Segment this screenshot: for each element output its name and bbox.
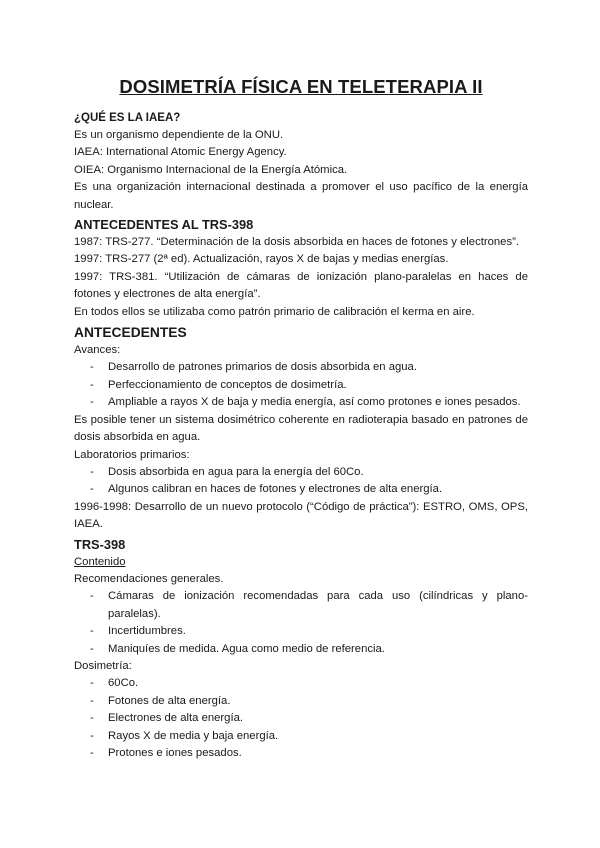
list-item: - Electrones de alta energía. <box>74 710 528 727</box>
list-label: Recomendaciones generales. <box>74 572 224 585</box>
list-item: - Algunos calibran en haces de fotones y electrones de alta energía. <box>74 481 528 498</box>
dash-bullet: - <box>90 677 94 690</box>
dash-bullet: - <box>90 642 94 655</box>
section-heading-iaea: ¿QUÉ ES LA IAEA? <box>74 112 181 124</box>
paragraph: 1987: TRS-277. “Determinación de la dosis absorbida en haces de fotones y electrones”. <box>74 236 520 249</box>
list-item: - Cámaras de ionización recomendadas para cada uso (cilíndricas y plano-paralelas). <box>90 590 528 620</box>
section-heading-trs398: TRS-398 <box>74 536 126 552</box>
recomendaciones-list <box>74 588 528 658</box>
paragraph: OIEA: Organismo Internacional de la Energía Atómica. <box>74 163 348 176</box>
subheading-contenido: Contenido <box>74 555 126 568</box>
avances-list <box>74 359 528 411</box>
section-heading-antecedentes-trs398: ANTECEDENTES AL TRS-398 <box>74 217 254 233</box>
paragraph: En todos ellos se utilizaba como patrón primario de calibración el kerma en aire. <box>74 305 475 318</box>
dash-bullet: - <box>90 483 94 496</box>
list-item: - Perfeccionamiento de conceptos de dosimetría. <box>74 377 528 394</box>
dash-bullet: - <box>90 590 94 603</box>
list-item: - Incertidumbres. <box>74 623 528 640</box>
paragraph: Es un organismo dependiente de la ONU. <box>74 129 284 141</box>
list-item: - Protones e iones pesados. <box>74 745 528 762</box>
list-item: - Ampliable a rayos X de baja y media energía, así como protones e iones pesados. <box>74 394 528 411</box>
list-item: - Fotones de alta energía. <box>74 693 528 710</box>
paragraph: IAEA: International Atomic Energy Agency. <box>74 146 287 159</box>
paragraph: Es posible tener un sistema dosimétrico coherente en radioterapia basado en patrones de dosis absorbida en agua. <box>74 413 528 444</box>
list-item: - Dosis absorbida en agua para la energía del 60Co. <box>74 464 528 481</box>
list-label: Dosimetría: <box>74 659 132 672</box>
paragraph: 1997: TRS-277 (2ª ed). Actualización, rayos X de bajas y medias energías. <box>74 253 449 266</box>
dash-bullet: - <box>90 694 94 707</box>
paragraph: 1996-1998: Desarrollo de un nuevo protocolo (“Código de práctica”): ESTRO, OMS, OPS, IAEA. <box>74 500 528 531</box>
dash-bullet: - <box>90 747 94 759</box>
dash-bullet: - <box>90 712 94 725</box>
paragraph: 1997: TRS-381. “Utilización de cámaras de ionización plano-paralelas en haces de fotones y electrones de alta energía”. <box>74 270 528 301</box>
list-item: - Rayos X de media y baja energía. <box>74 728 528 745</box>
list-item: - Maniquíes de medida. Agua como medio de referencia. <box>74 641 528 658</box>
dosimetria-list <box>74 675 528 762</box>
dash-bullet: - <box>90 465 94 478</box>
dash-bullet: - <box>90 625 94 638</box>
list-label: Laboratorios primarios: <box>74 448 190 461</box>
list-item: - Desarrollo de patrones primarios de dosis absorbida en agua. <box>74 359 528 376</box>
list-item: - 60Co. <box>74 675 528 692</box>
dash-bullet: - <box>90 361 94 374</box>
dash-bullet: - <box>90 396 94 409</box>
labs-list <box>74 464 528 499</box>
section-heading-antecedentes: ANTECEDENTES <box>74 325 187 341</box>
list-label: Avances: <box>74 344 121 357</box>
page-title: DOSIMETRÍA FÍSICA EN TELETERAPIA II <box>119 76 483 97</box>
dash-bullet: - <box>90 378 94 391</box>
dash-bullet: - <box>90 729 94 742</box>
paragraph: Es una organización internacional destinada a promover el uso pacífico de la energía nuclear. <box>74 181 528 211</box>
